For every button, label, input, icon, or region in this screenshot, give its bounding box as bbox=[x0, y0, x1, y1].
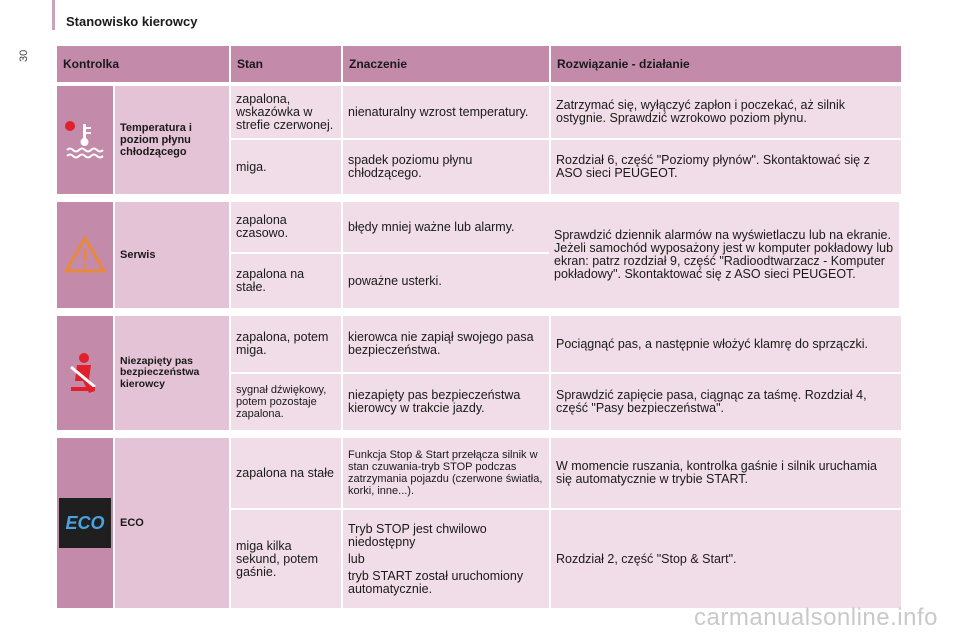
meaning-cell: poważne usterki. bbox=[343, 254, 549, 308]
meaning-line-2: lub bbox=[348, 551, 365, 566]
eco-icon-cell bbox=[57, 438, 113, 608]
state-cell: zapalona, wskazówka w strefie czerwonej. bbox=[231, 86, 341, 138]
state-cell: sygnał dźwiękowy, potem pozostaje zapalona. bbox=[231, 374, 341, 430]
watermark: carmanualsonline.info bbox=[694, 604, 938, 631]
table-group-coolant bbox=[57, 86, 901, 194]
eco-icon bbox=[59, 498, 111, 548]
seatbelt-icon bbox=[65, 351, 105, 395]
table-row bbox=[231, 438, 901, 508]
table-row bbox=[231, 86, 901, 138]
header-stan: Stan bbox=[231, 46, 341, 82]
header-accent-bar bbox=[52, 0, 55, 30]
header-rozwiazanie: Rozwiązanie - działanie bbox=[551, 46, 901, 82]
table-row bbox=[231, 316, 901, 372]
table-group-eco bbox=[57, 438, 901, 608]
state-cell: miga kilka sekund, potem gaśnie. bbox=[231, 510, 341, 608]
table-row bbox=[231, 202, 549, 252]
action-cell: Pociągnąć pas, a następnie włożyć klamrę do sprzączki. bbox=[551, 316, 901, 372]
meaning-cell: nienaturalny wzrost temperatury. bbox=[343, 86, 549, 138]
meaning-cell: Funkcja Stop & Start przełącza silnik w stan czuwania-tryb STOP podczas zatrzymania pojazdu (czerwone światła, korki, inne...). bbox=[343, 438, 549, 508]
serwis-icon-cell bbox=[57, 202, 113, 308]
header-znaczenie: Znaczenie bbox=[343, 46, 549, 82]
action-cell: Sprawdzić zapięcie pasa, ciągnąc za taśmę. Rozdział 4, część "Pasy bezpieczeństwa". bbox=[551, 374, 901, 430]
table-row bbox=[231, 140, 901, 194]
warning-triangle-icon bbox=[63, 235, 107, 275]
meaning-line-3: tryb START został uruchomiony automatycznie. bbox=[348, 568, 524, 596]
table-row bbox=[231, 510, 901, 608]
meaning-cell: kierowca nie zapiął swojego pasa bezpieczeństwa. bbox=[343, 316, 549, 372]
state-cell: zapalona, potem miga. bbox=[231, 316, 341, 372]
action-cell: Zatrzymać się, wyłączyć zapłon i poczekać, aż silnik ostygnie. Sprawdzić wzrokowo poziom płynu. bbox=[551, 86, 901, 138]
meaning-line-1: Tryb STOP jest chwilowo niedostępny bbox=[348, 521, 487, 549]
state-cell: zapalona czasowo. bbox=[231, 202, 341, 252]
meaning-cell bbox=[343, 510, 549, 608]
action-cell: Rozdział 2, część "Stop & Start". bbox=[551, 510, 901, 608]
serwis-name-cell: Serwis bbox=[115, 202, 229, 308]
seatbelt-name-cell: Niezapięty pas bezpieczeństwa kierowcy bbox=[115, 316, 229, 430]
coolant-temperature-icon bbox=[63, 118, 107, 162]
table-header-row bbox=[57, 46, 901, 82]
page-number: 30 bbox=[18, 49, 30, 62]
state-cell: miga. bbox=[231, 140, 341, 194]
section-title: Stanowisko kierowcy bbox=[66, 14, 198, 29]
table-group-serwis bbox=[57, 202, 901, 308]
header-kontrolka: Kontrolka bbox=[57, 46, 229, 82]
state-cell: zapalona na stałe. bbox=[231, 254, 341, 308]
coolant-name-cell: Temperatura i poziom płynu chłodzącego bbox=[115, 86, 229, 194]
meaning-cell: błędy mniej ważne lub alarmy. bbox=[343, 202, 549, 252]
eco-icon-label: ECO bbox=[65, 512, 105, 533]
table-row bbox=[231, 374, 901, 430]
warning-lights-table bbox=[57, 46, 901, 608]
action-cell: Rozdział 6, część "Poziomy płynów". Skontaktować się z ASO sieci PEUGEOT. bbox=[551, 140, 901, 194]
coolant-icon-cell bbox=[57, 86, 113, 194]
state-cell: zapalona na stałe bbox=[231, 438, 341, 508]
eco-name-cell: ECO bbox=[115, 438, 229, 608]
action-cell: W momencie ruszania, kontrolka gaśnie i silnik uruchamia się automatycznie w trybie START. bbox=[551, 438, 901, 508]
serwis-action-cell: Sprawdzić dziennik alarmów na wyświetlaczu lub na ekranie. Jeżeli samochód wyposażony jest w komputer pokładowy lub ekran: patrz rozdział 9, część "Radioodtwarzacz - Komputer pokładowy". Skontaktować się z ASO sieci PEUGEOT. bbox=[549, 202, 899, 308]
table-row bbox=[231, 254, 549, 308]
meaning-cell: spadek poziomu płynu chłodzącego. bbox=[343, 140, 549, 194]
table-group-seatbelt bbox=[57, 316, 901, 430]
seatbelt-icon-cell bbox=[57, 316, 113, 430]
meaning-cell: niezapięty pas bezpieczeństwa kierowcy w trakcie jazdy. bbox=[343, 374, 549, 430]
